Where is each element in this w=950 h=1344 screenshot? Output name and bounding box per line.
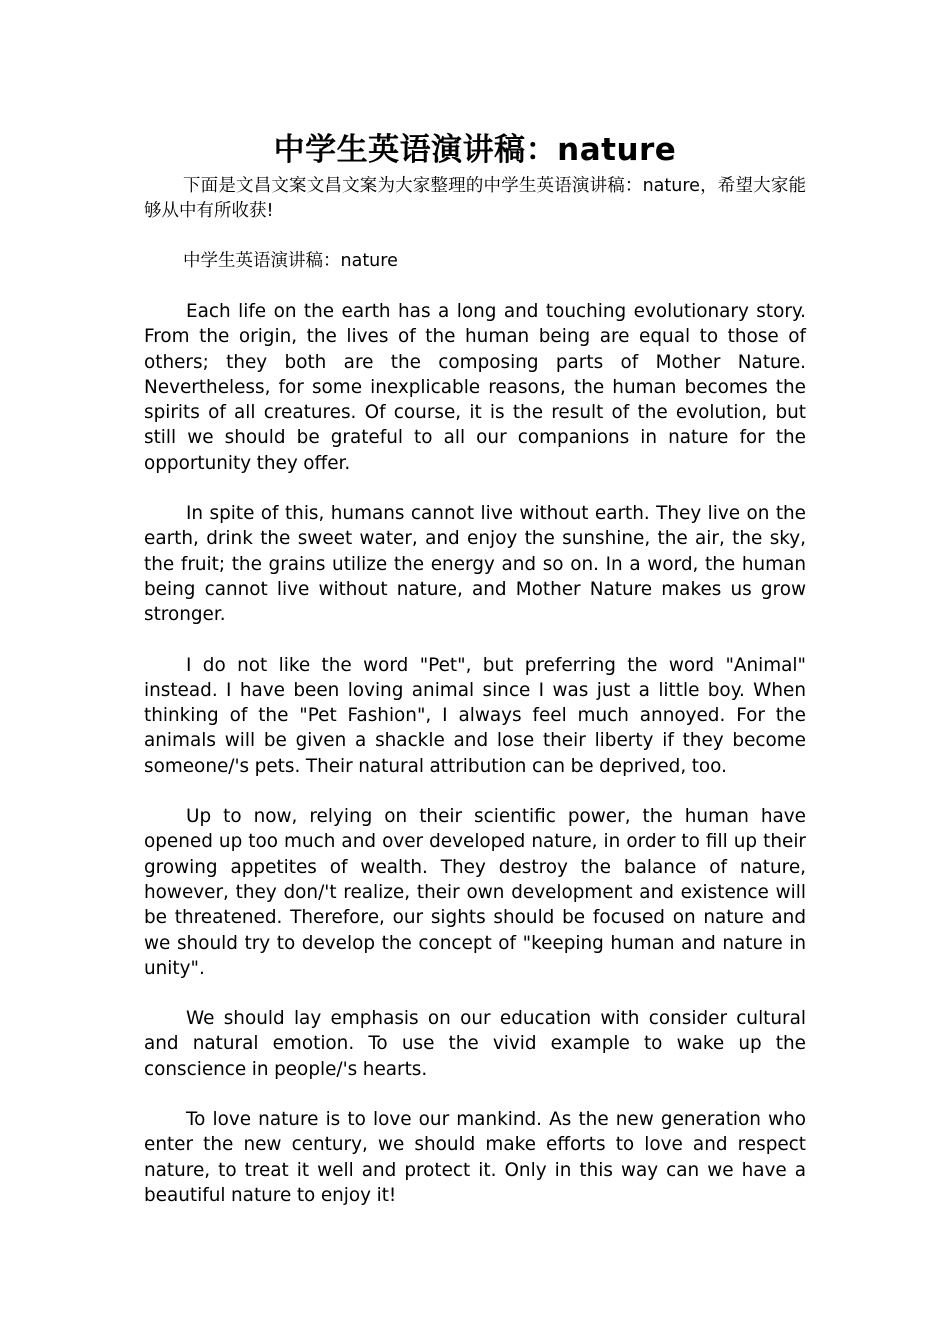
body-paragraph-4: Up to now, relying on their scientific power, the human have opened up too much and over developed nature, in order to fill up their growing appetites of wealth. They destroy the balance of nature, however, they don/'t realize, their own development and existence will be threatened. Therefore, our sights should be focused on nature and we should try to develop the concept of "keeping human and nature in unity".	[144, 806, 806, 979]
intro-paragraph: 下面是文昌文案文昌文案为大家整理的中学生英语演讲稿：nature，希望大家能够从中有所收获!	[144, 176, 806, 221]
body-paragraph-6: To love nature is to love our mankind. As the new generation who enter the new century, we should make efforts to love and respect nature, to treat it well and protect it. Only in this way can we have a beautiful nature to enjoy it!	[144, 1109, 806, 1206]
speech-subtitle: 中学生英语演讲稿：nature	[183, 251, 398, 271]
document-title: 中学生英语演讲稿：nature	[273, 132, 677, 168]
document-page	[144, 128, 806, 1208]
body-paragraph-2: In spite of this, humans cannot live without earth. They live on the earth, drink the sweet water, and enjoy the sunshine, the air, the sky, the fruit; the grains utilize the energy and so on. In a word, the human being cannot live without nature, and Mother Nature makes us grow stronger.	[144, 503, 806, 626]
body-paragraph-3: I do not like the word "Pet", but preferring the word "Animal" instead. I have been loving animal since I was just a little boy. When thinking of the "Pet Fashion", I always feel much annoyed. For the animals will be given a shackle and lose their liberty if they become someone/'s pets. Their natural attribution can be deprived, too.	[144, 654, 806, 777]
body-paragraph-1: Each life on the earth has a long and touching evolutionary story. From the origin, the lives of the human being are equal to those of others; they both are the composing parts of Mother Nature. Nevertheless, for some inexplicable reasons, the human becomes the spirits of all creatures. Of course, it is the result of the evolution, but still we should be grateful to all our companions in nature for the opportunity they offer.	[144, 301, 806, 474]
body-paragraph-5: We should lay emphasis on our education with consider cultural and natural emotion. To use the vivid example to wake up the conscience in people/'s hearts.	[144, 1008, 806, 1080]
